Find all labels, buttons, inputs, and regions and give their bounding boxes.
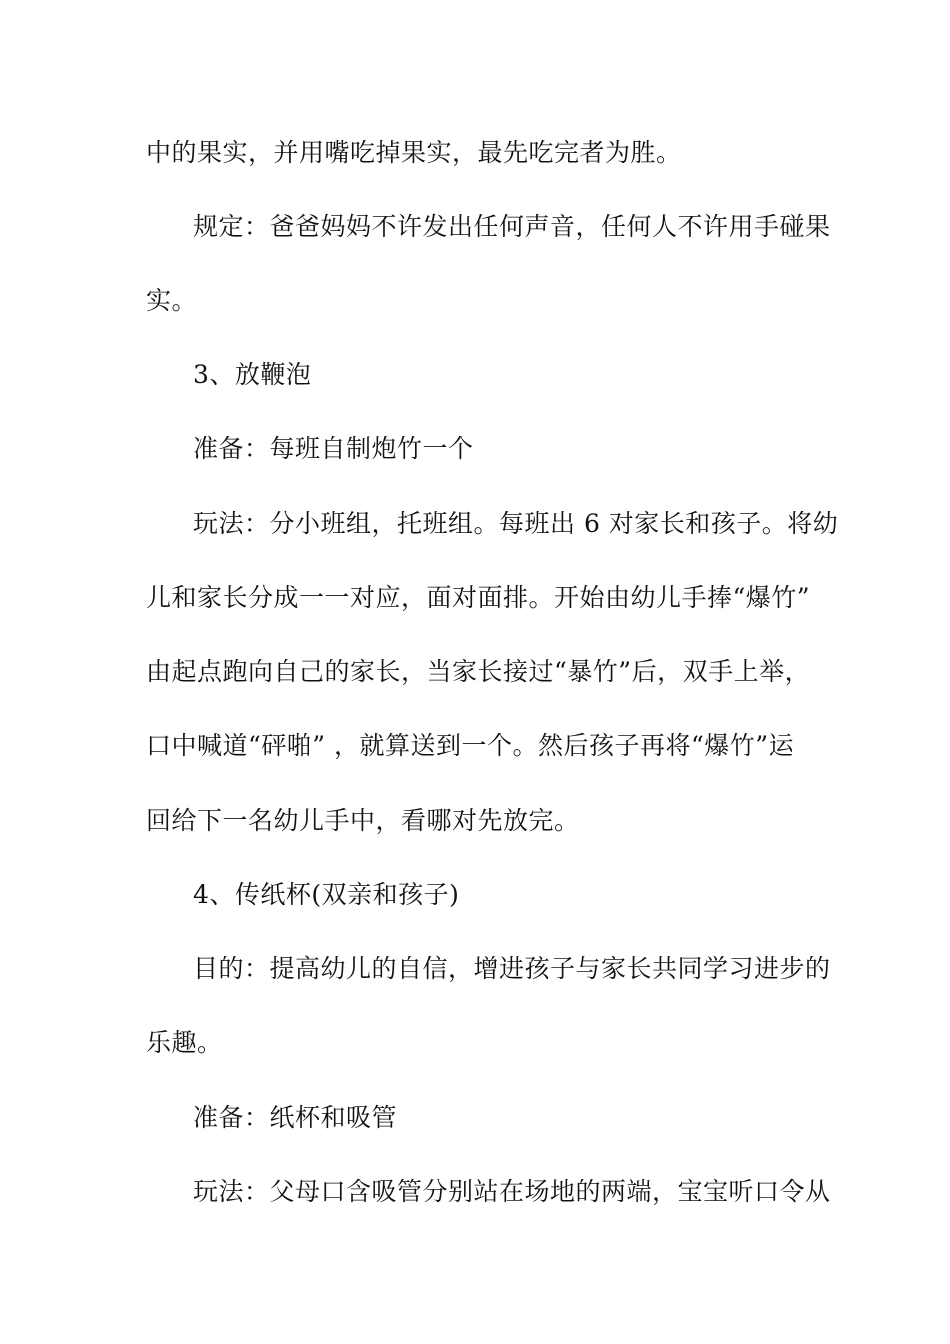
purpose-paragraph-line-1: 目的：提高幼儿的自信，增进孩子与家长共同学习进步的 xyxy=(193,954,831,983)
gameplay-paragraph-line-5: 回给下一名幼儿手中，看哪对先放完。 xyxy=(146,806,580,835)
purpose-paragraph-line-2: 乐趣。 xyxy=(146,1028,223,1057)
rule-paragraph-line-1: 规定：爸爸妈妈不许发出任何声音，任何人不许用手碰果 xyxy=(193,212,831,241)
gameplay-paragraph-2-line-1: 玩法：父母口含吸管分别站在场地的两端，宝宝听口令从 xyxy=(193,1177,831,1206)
section-heading-4: 4、传纸杯(双亲和孩子) xyxy=(193,880,460,909)
rule-paragraph-line-2: 实。 xyxy=(146,286,198,315)
gameplay-paragraph-line-4: 口中喊道“砰啪” ，就算送到一个。然后孩子再将“爆竹”运 xyxy=(146,731,795,760)
gameplay-paragraph-line-1: 玩法：分小班组，托班组。每班出 6 对家长和孩子。将幼 xyxy=(193,509,839,538)
section-heading-3: 3、放鞭泡 xyxy=(193,360,312,389)
gameplay-paragraph-line-3: 由起点跑向自己的家长，当家长接过“暴竹”后，双手上举， xyxy=(146,657,811,686)
gameplay-paragraph-line-2: 儿和家长分成一一对应，面对面排。开始由幼儿手捧“爆竹” xyxy=(146,583,811,612)
preparation-line: 准备：每班自制炮竹一个 xyxy=(193,434,474,463)
paragraph-line-1: 中的果实，并用嘴吃掉果实，最先吃完者为胜。 xyxy=(146,138,682,167)
preparation-line-2: 准备：纸杯和吸管 xyxy=(193,1103,398,1132)
